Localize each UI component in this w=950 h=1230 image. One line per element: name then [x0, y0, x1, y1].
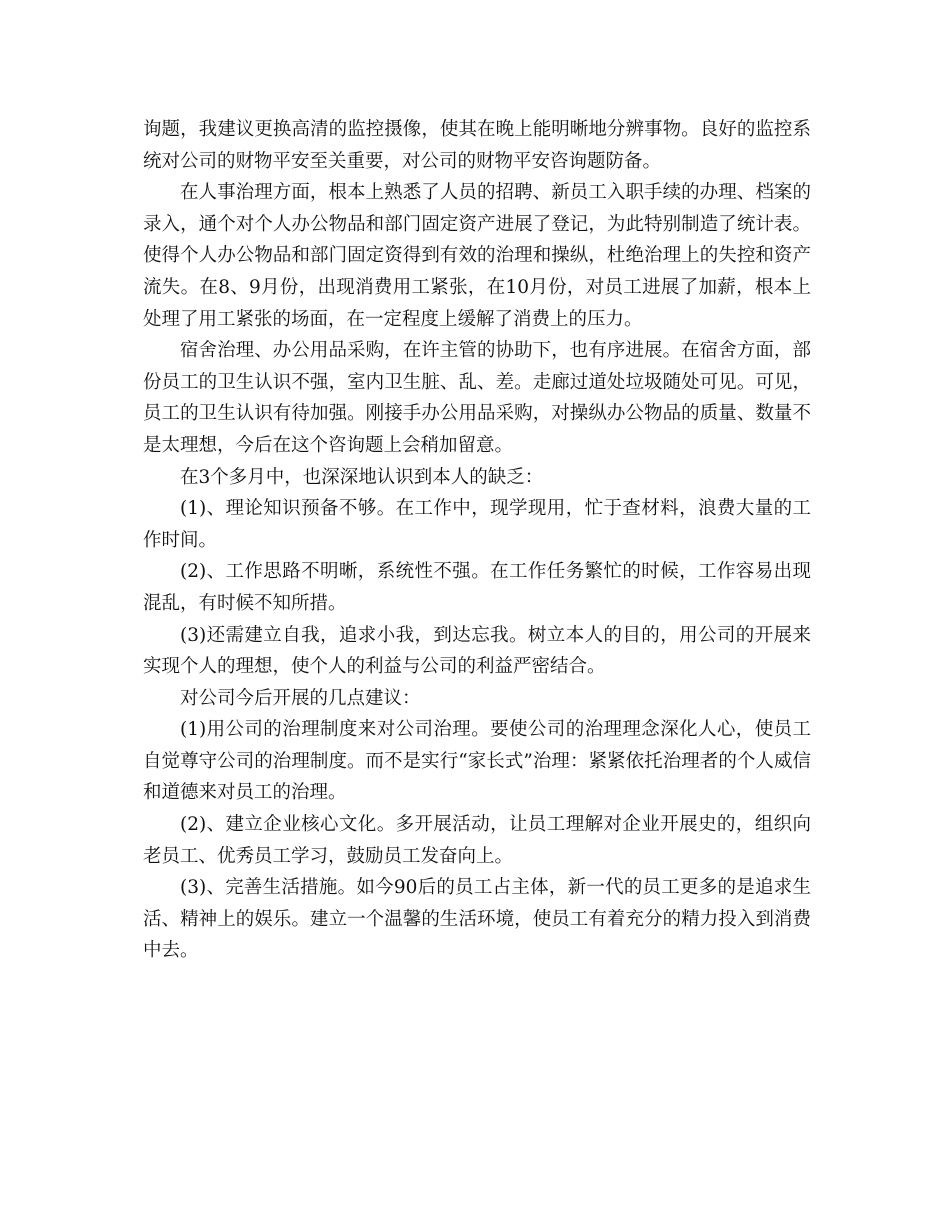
- paragraph-suggestion-1: (1)用公司的治理制度来对公司治理。要使公司的治理理念深化人心，使员工自觉尊守公司的治理制度。而不是实行“家长式”治理：紧紧依托治理者的个人威信和道德来对员工的治理。: [143, 719, 811, 804]
- paragraph-shortcomings-intro: 在3个多月中，也深深地认识到本人的缺乏：: [180, 466, 544, 488]
- paragraph-shortcoming-3: (3)还需建立自我，追求小我，到达忘我。树立本人的目的，用公司的开展来实现个人的理想，使个人的利益与公司的利益严密结合。: [143, 624, 811, 678]
- paragraph-shortcoming-1: (1)、理论知识预备不够。在工作中，现学现用，忙于查材料，浪费大量的工作时间。: [143, 498, 811, 551]
- paragraph-surveillance: 询题，我建议更换高清的监控摄像，使其在晚上能明晰地分辨事物。良好的监控系统对公司的财物平安至关重要，对公司的财物平安咨询题防备。: [143, 119, 811, 172]
- paragraph-dormitory-purchasing: 宿舍治理、办公用品采购，在许主管的协助下，也有序进展。在宿舍方面，部份员工的卫生认识不强，室内卫生脏、乱、差。走廊过道处垃圾随处可见。可见，员工的卫生认识有待加强。刚接手办公用品采购，对操纵办公物品的质量、数量不是太理想，今后在这个咨询题上会稍加留意。: [143, 340, 811, 456]
- paragraph-shortcoming-2: (2)、工作思路不明晰，系统性不强。在工作任务繁忙的时候，工作容易出现混乱，有时候不知所措。: [143, 561, 811, 614]
- paragraph-suggestions-intro: 对公司今后开展的几点建议：: [180, 687, 421, 709]
- document-body: [143, 114, 811, 967]
- paragraph-suggestion-3: (3)、完善生活措施。如今90后的员工占主体，新一代的员工更多的是追求生活、精神上的娱乐。建立一个温馨的生活环境，使员工有着充分的精力投入到消费中去。: [143, 877, 811, 962]
- paragraph-personnel-management: 在人事治理方面，根本上熟悉了人员的招聘、新员工入职手续的办理、档案的录入，通个对个人办公物品和部门固定资产进展了登记，为此特别制造了统计表。使得个人办公物品和部门固定资得到有效的治理和操纵，杜绝治理上的失控和资产流失。在8、9月份，出现消费用工紧张，在10月份，对员工进展了加薪，根本上处理了用工紧张的场面，在一定程度上缓解了消费上的压力。: [143, 182, 811, 330]
- paragraph-suggestion-2: (2)、建立企业核心文化。多开展活动，让员工理解对企业开展史的，组织向老员工、优秀员工学习，鼓励员工发奋向上。: [143, 814, 811, 867]
